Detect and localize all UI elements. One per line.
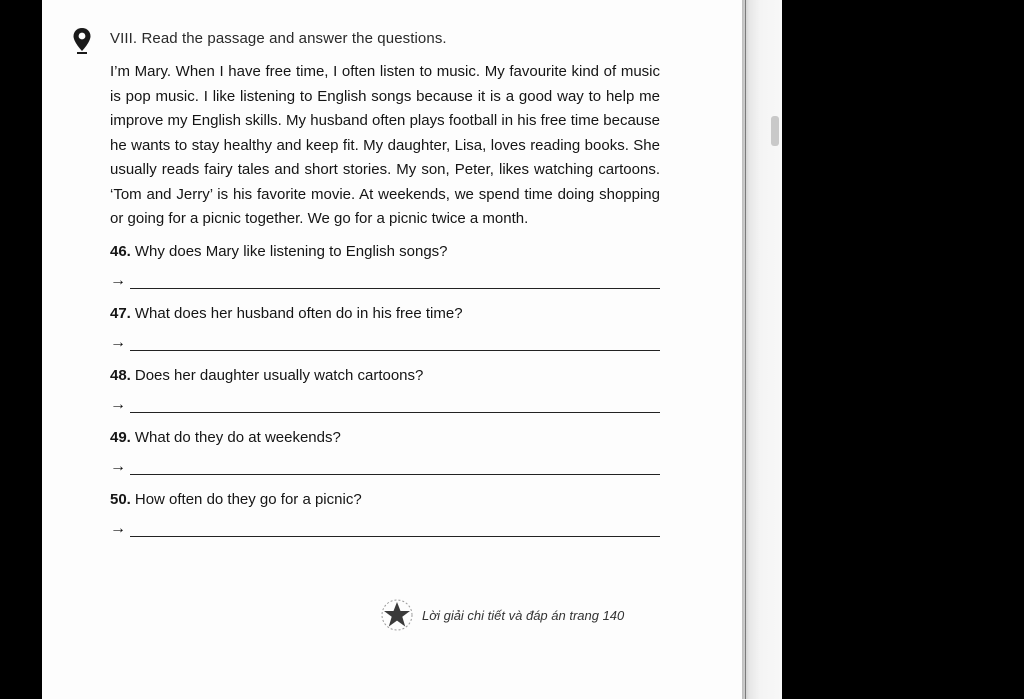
answer-line[interactable] [130, 398, 660, 413]
question-text [110, 489, 660, 511]
arrow-right-icon: → [110, 457, 126, 475]
answer-row [110, 511, 660, 537]
question-item [110, 427, 660, 475]
heading-row [110, 30, 660, 56]
question-text [110, 303, 660, 325]
question-prompt: What does her husband often do in his free time? [134, 304, 463, 322]
question-item [110, 303, 660, 351]
question-number: 48. [110, 366, 131, 384]
question-number: 47. [110, 304, 131, 322]
answer-row [110, 449, 660, 475]
question-item [110, 489, 660, 537]
question-prompt: Does her daughter usually watch cartoons? [134, 366, 424, 384]
page-edge-line [745, 0, 746, 699]
arrow-right-icon: → [110, 519, 126, 537]
answer-line[interactable] [130, 522, 660, 537]
question-number: 49. [110, 428, 131, 446]
exercise-content [110, 30, 660, 551]
location-pin-icon [72, 27, 92, 55]
question-text [110, 241, 660, 263]
question-item [110, 365, 660, 413]
question-list [110, 241, 660, 537]
arrow-right-icon: → [110, 333, 126, 351]
answer-key-reference: Lời giải chi tiết và đáp án trang 140 [422, 607, 625, 623]
page-edge-mark [771, 116, 779, 146]
footer-note [380, 598, 624, 632]
answer-row [110, 263, 660, 289]
section-heading: VIII. Read the passage and answer the questions. [110, 30, 447, 47]
question-number: 50. [110, 490, 131, 508]
answer-row [110, 387, 660, 413]
question-text [110, 427, 660, 449]
answer-line[interactable] [130, 460, 660, 475]
answer-line[interactable] [130, 336, 660, 351]
star-icon [380, 598, 414, 632]
question-prompt: Why does Mary like listening to English songs? [134, 242, 448, 260]
answer-line[interactable] [130, 274, 660, 289]
reading-passage: I’m Mary. When I have free time, I often listen to music. My favourite kind of music is pop music. I like listening to English songs because it is a good way to help me improve my English skills. My husband often plays football in his free time because he wants to stay healthy and keep fit. My daughter, Lisa, loves reading books. She usually reads fairy tales and short stories. My son, Peter, likes watching cartoons. ‘Tom and Jerry’ is his favorite movie. At weekends, we spend time doing shopping or going for a picnic together. We go for a picnic twice a month. [110, 63, 660, 227]
question-prompt: What do they do at weekends? [134, 428, 341, 446]
answer-row [110, 325, 660, 351]
question-item [110, 241, 660, 289]
arrow-right-icon: → [110, 395, 126, 413]
question-text [110, 365, 660, 387]
arrow-right-icon: → [110, 271, 126, 289]
page-edge-shadow [742, 0, 782, 699]
question-number: 46. [110, 242, 131, 260]
question-prompt: How often do they go for a picnic? [134, 490, 362, 508]
